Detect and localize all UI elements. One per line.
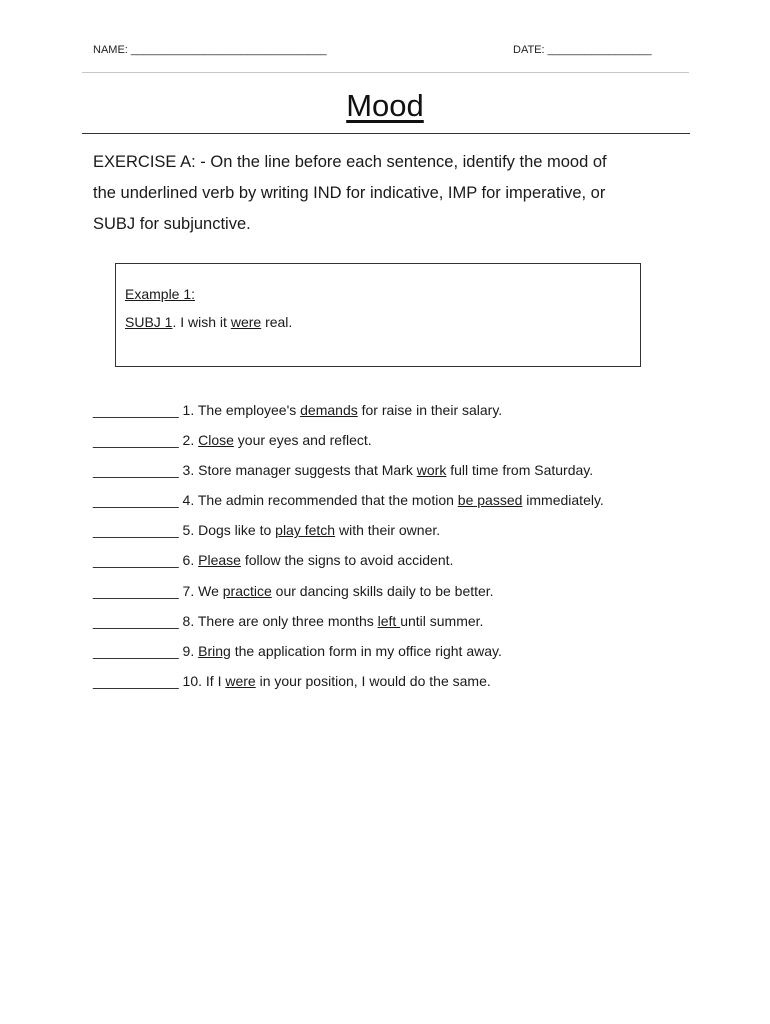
list-item [93,670,713,700]
answer-blank[interactable]: ___________ [93,402,179,418]
exercise-instructions [93,147,693,240]
answer-blank[interactable]: ___________ [93,582,179,599]
answer-blank[interactable]: ___________ [93,672,179,689]
item-text-after: in your position, I would do the same. [255,672,491,689]
item-text-before: 4. The admin recommended that the motion [178,492,458,509]
list-item [93,549,713,579]
name-field-label[interactable]: NAME: ________________________________ [93,44,327,56]
item-text-before: 5. Dogs like to [178,522,276,539]
underlined-verb: work [416,462,447,479]
item-text-after: the application form in my office right away. [230,642,502,659]
title-divider [82,133,690,134]
example-text-after: real. [261,314,293,330]
list-item [93,429,713,459]
instruction-line: the underlined verb by writing IND for indicative, IMP for imperative, or [93,184,606,202]
underlined-verb: demands [300,402,358,418]
item-text-after: full time from Saturday. [446,462,594,479]
answer-blank[interactable]: ___________ [93,552,179,569]
example-answer: SUBJ 1 [125,314,173,330]
underlined-verb: be passed [457,492,523,509]
underlined-verb: play fetch [275,522,336,539]
underlined-verb: left [377,612,401,629]
answer-blank[interactable]: ___________ [93,642,179,659]
list-item [93,580,713,610]
item-text-after: your eyes and reflect. [233,432,372,449]
item-text-after: for raise in their salary. [357,402,503,418]
item-text-before: 2. [178,432,199,449]
list-item [93,459,713,489]
item-text-after: until summer. [400,612,484,629]
answer-blank[interactable]: ___________ [93,612,179,629]
page-title: Mood [346,88,424,123]
underlined-verb: Bring [198,642,231,659]
instruction-line: SUBJ for subjunctive. [93,215,251,233]
exercise-list [93,399,713,700]
underlined-verb: Close [198,432,234,449]
answer-blank[interactable]: ___________ [93,462,179,479]
example-text-before: . I wish it [172,314,231,330]
item-text-after: immediately. [522,492,604,509]
item-text-before: 7. We [178,582,223,599]
item-text-before: 1. The employee's [178,402,301,418]
item-text-after: with their owner. [335,522,441,539]
item-text-before: 10. If I [178,672,226,689]
example-title: Example 1: [125,286,196,302]
item-text-before: 9. [178,642,199,659]
item-text-before: 8. There are only three months [178,612,378,629]
instruction-line: EXERCISE A: - On the line before each sentence, identify the mood of [93,153,607,171]
answer-blank[interactable]: ___________ [93,432,179,449]
list-item [93,519,713,549]
date-field-label[interactable]: DATE: _________________ [513,44,652,56]
item-text-after: our dancing skills daily to be better. [271,582,494,599]
example-box [115,263,641,367]
answer-blank[interactable]: ___________ [93,522,179,539]
item-text-before: 6. [178,552,199,569]
list-item [93,489,713,519]
list-item [93,399,713,429]
answer-blank[interactable]: ___________ [93,492,179,509]
underlined-verb: were [225,672,256,689]
example-underlined-verb: were [230,314,262,330]
list-item [93,640,713,670]
item-text-after: follow the signs to avoid accident. [240,552,454,569]
underlined-verb: Please [198,552,241,569]
underlined-verb: practice [222,582,272,599]
list-item [93,610,713,640]
example-sentence [125,314,292,330]
header-divider [82,72,689,73]
item-text-before: 3. Store manager suggests that Mark [178,462,417,479]
